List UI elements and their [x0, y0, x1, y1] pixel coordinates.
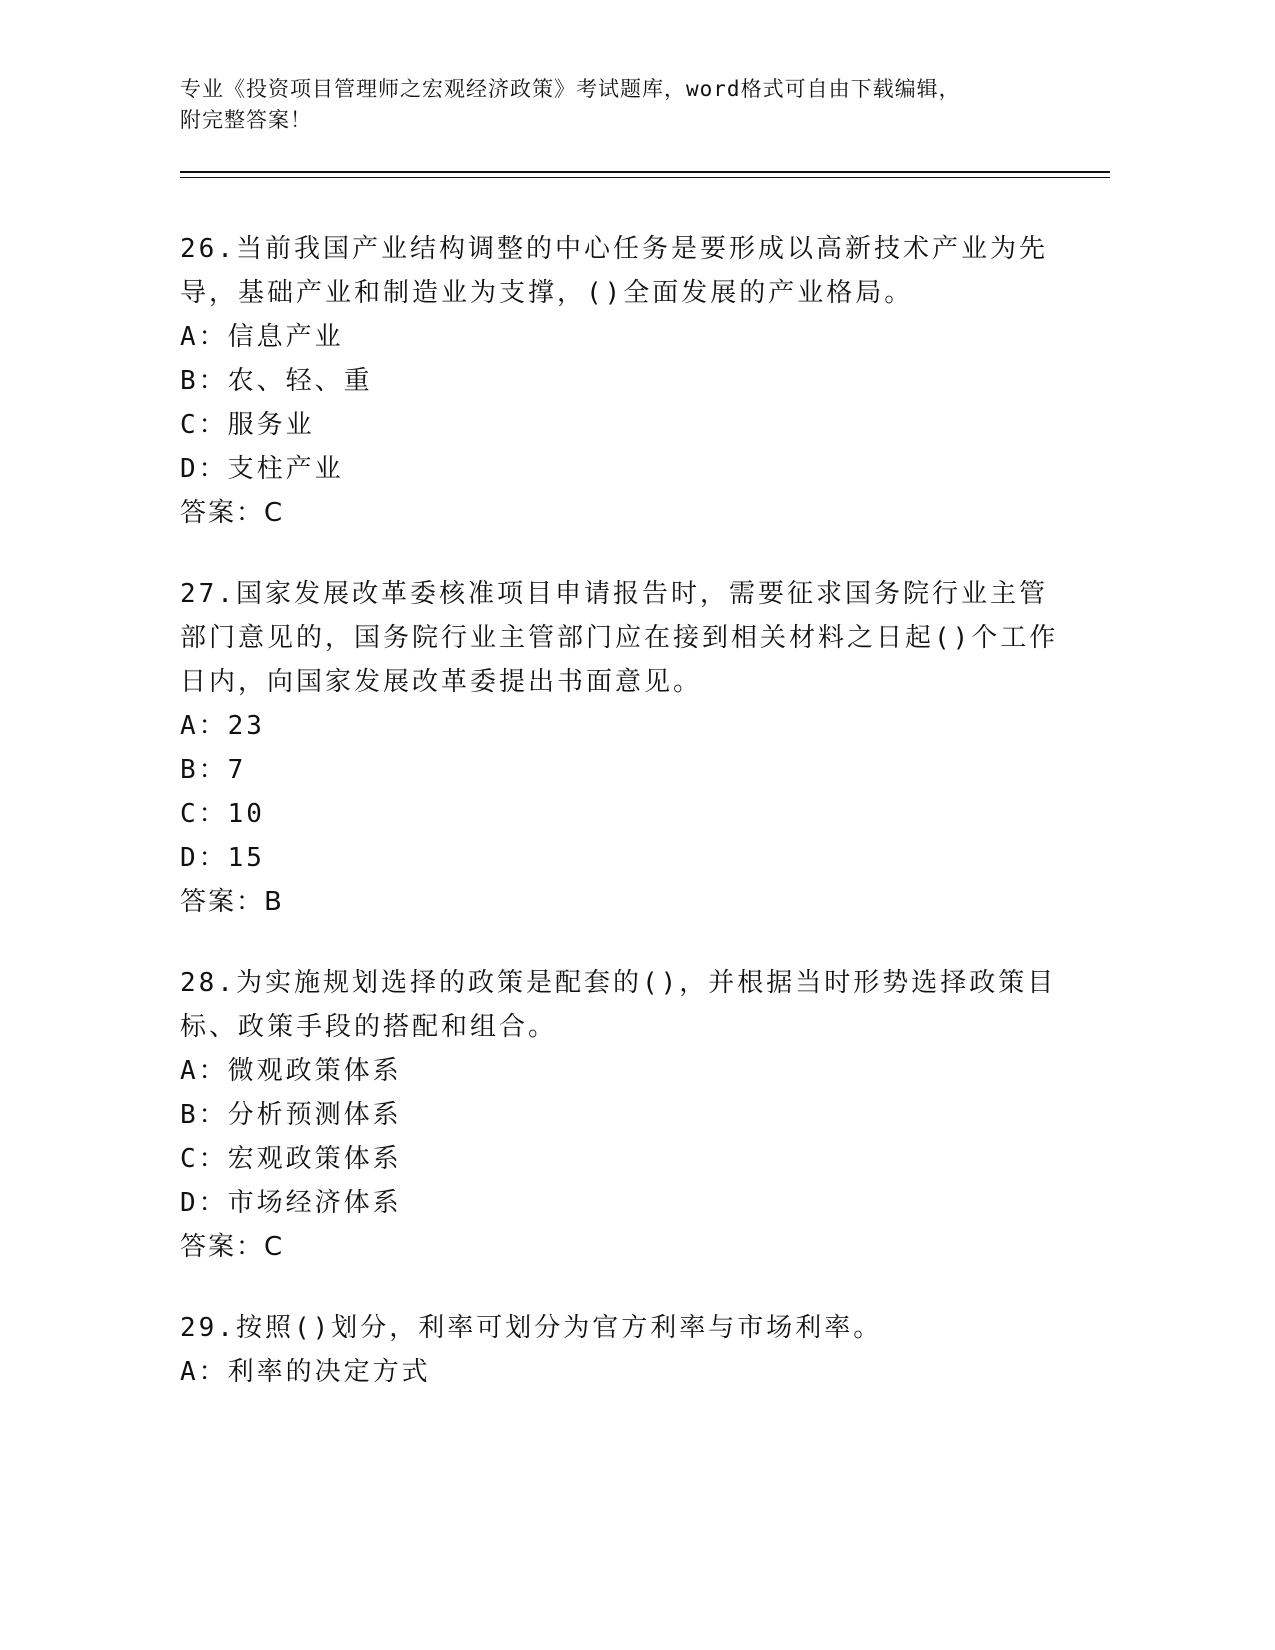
option-d: D：支柱产业: [180, 454, 344, 484]
question-stem: 28.为实施规划选择的政策是配套的()，并根据当时形势选择政策目标、政策手段的搭配和组合。: [180, 968, 1057, 1042]
option-c: C：10: [180, 799, 265, 829]
option-b: B：农、轻、重: [180, 366, 373, 396]
header-divider-thin: [180, 177, 1110, 178]
question-28: [180, 961, 1110, 1269]
option-c: C：服务业: [180, 410, 315, 440]
answer-line: 答案：C: [180, 1232, 285, 1262]
document-header: [180, 74, 1110, 136]
option-b: B：分析预测体系: [180, 1100, 402, 1130]
option-a: A：微观政策体系: [180, 1056, 402, 1086]
question-stem: 29.按照()划分，利率可划分为官方利率与市场利率。: [180, 1313, 883, 1343]
question-stem: 26.当前我国产业结构调整的中心任务是要形成以高新技术产业为先导，基础产业和制造业为支撑，()全面发展的产业格局。: [180, 234, 1048, 308]
question-stem: 27.国家发展改革委核准项目申请报告时，需要征求国务院行业主管部门意见的，国务院行业主管部门应在接到相关材料之日起()个工作日内，向国家发展改革委提出书面意见。: [180, 579, 1059, 697]
option-a: A：信息产业: [180, 322, 344, 352]
question-29: [180, 1306, 1110, 1394]
option-d: D：市场经济体系: [180, 1188, 402, 1218]
header-divider-thick: [180, 171, 1110, 173]
option-a: A：23: [180, 711, 265, 741]
header-line-2: 附完整答案！: [180, 108, 312, 132]
question-26: [180, 227, 1110, 535]
header-line-1: 专业《投资项目管理师之宏观经济政策》考试题库，word格式可自由下载编辑，: [180, 77, 961, 101]
option-d: D：15: [180, 843, 265, 873]
answer-line: 答案：B: [180, 887, 284, 917]
option-a: A：利率的决定方式: [180, 1357, 431, 1387]
question-27: [180, 572, 1110, 924]
option-c: C：宏观政策体系: [180, 1144, 402, 1174]
question-list: [180, 227, 1110, 1431]
answer-line: 答案：C: [180, 498, 285, 528]
option-b: B：7: [180, 755, 247, 785]
